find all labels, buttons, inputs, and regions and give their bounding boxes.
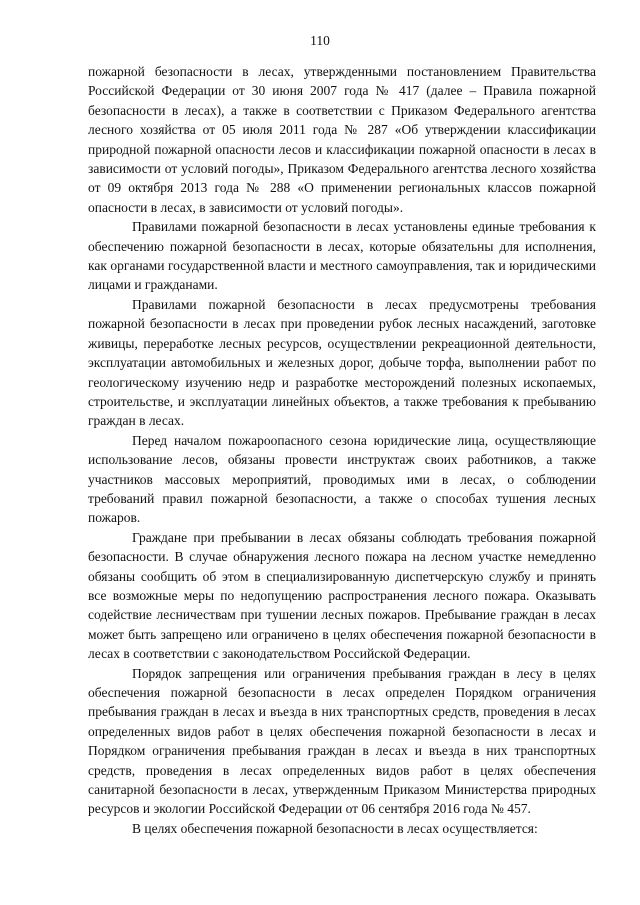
paragraph-season-instruction: Перед началом пожароопасного сезона юридические лица, осуществляющие использование лесов, обязаны провести инструктаж своих работников, а также участников массовых мероприятий, проводимых ими в лесах, о соблюдении требований правил пожарной безопасности, а также о способах тушения лесных пожаров. [88,432,596,526]
body-text [88,62,596,838]
paragraph-continuation: пожарной безопасности в лесах, утвержденными постановлением Правительства Российской Федерации от 30 июня 2007 года № 417 (далее – Правила пожарной безопасности в лесах), а также в соответствии с Приказом Федерального агентства лесного хозяйства от 05 июля 2011 года № 287 «Об утверждении классификации природной пожарной опасности лесов и классификации пожарной опасности в лесах в зависимости от условий погоды», Приказом Федерального агентства лесного хозяйства от 09 октября 2013 года № 288 «О применении региональных классов пожарной опасности в лесах, в зависимости от условий погоды». [88,64,596,215]
paragraph-restriction-procedure: Порядок запрещения или ограничения пребывания граждан в лесу в целях обеспечения пожарной безопасности в лесах определен Порядком ограничения пребывания граждан в лесах и въезда в них транспортных средств, проведения в лесах определенных видов работ в целях обеспечения пожарной безопасности в лесах и Порядком ограничения пребывания граждан в лесах и въезда в них транспортных средств, проведения в лесах определенных видов работ в целях обеспечения санитарной безопасности в лесах, утвержденным Приказом Министерства природных ресурсов и экологии Российской Федерации от 06 сентября 2016 года № 457. [88,665,596,817]
page-number: 110 [310,33,330,48]
paragraph-rules-requirements: Правилами пожарной безопасности в лесах предусмотрены требования пожарной безопасности в лесах при проведении рубок лесных насаждений, заготовке живицы, переработке лесных ресурсов, осуществлении рекреационной деятельности, эксплуатации автомобильных и железных дорог, добыче торфа, выполнении работ по геологическому изучению недр и разработке месторождений полезных ископаемых, строительстве, и эксплуатации линейных объектов, а также требования к пребыванию граждан в лесах. [88,296,596,429]
paragraph-fire-safety-rules: Правилами пожарной безопасности в лесах установлены единые требования к обеспечению пожарной безопасности в лесах, которые обязательны для исполнения, как органами государственной власти и местного самоуправления, так и юридическими лицами и гражданами. [88,219,596,293]
paragraph-measures-intro: В целях обеспечения пожарной безопасности в лесах осуществляется: [132,820,538,836]
paragraph-citizens-obligations: Граждане при пребывании в лесах обязаны соблюдать требования пожарной безопасности. В случае обнаружения лесного пожара на лесном участке немедленно обязаны сообщить об этом в специализированную диспетчерскую службу и принять все возможные меры по недопущению распространения лесного пожара. Оказывать содействие лесничествам при тушении лесных пожаров. Пребывание граждан в лесах может быть запрещено или ограничено в целях обеспечения пожарной безопасности в лесах в соответствии с законодательством Российской Федерации. [88,529,596,662]
